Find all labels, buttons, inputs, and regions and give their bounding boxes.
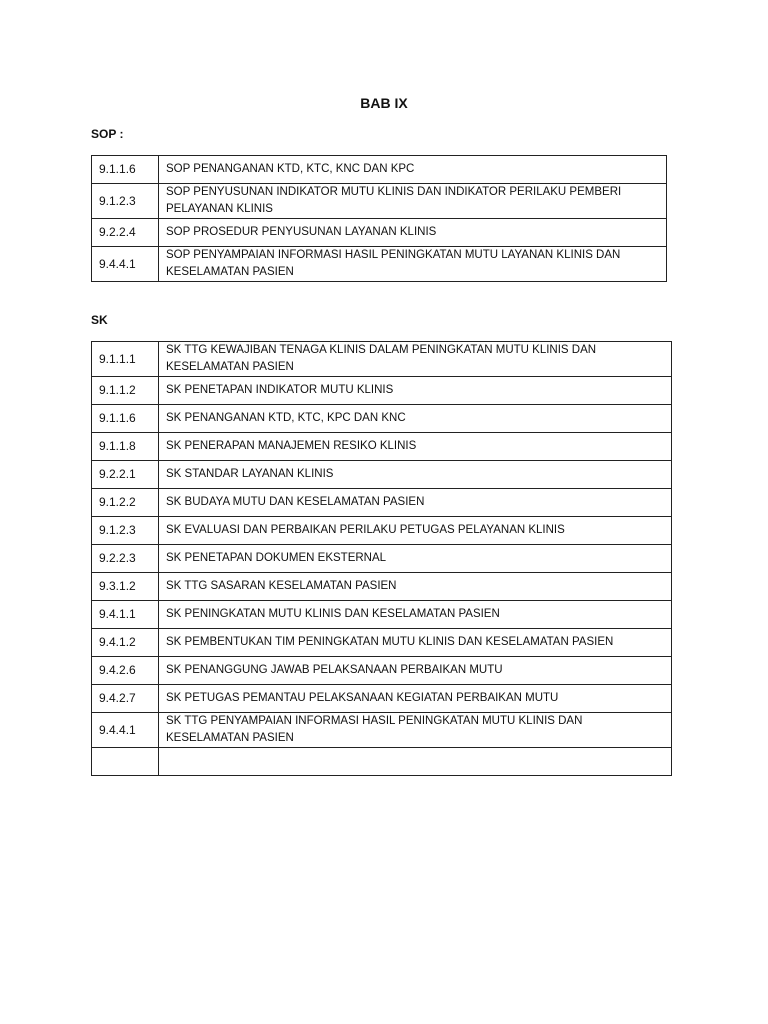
row-code: 9.1.1.6 [92, 405, 159, 433]
table-row [92, 184, 667, 219]
row-text: SK TTG SASARAN KESELAMATAN PASIEN [159, 573, 672, 601]
sk-table [91, 341, 672, 776]
row-text: SK PENETAPAN INDIKATOR MUTU KLINIS [159, 377, 672, 405]
row-code: 9.2.2.1 [92, 461, 159, 489]
table-row [92, 405, 672, 433]
row-text: SK PENANGANAN KTD, KTC, KPC DAN KNC [159, 405, 672, 433]
row-text: SK PENERAPAN MANAJEMEN RESIKO KLINIS [159, 433, 672, 461]
table-row [92, 629, 672, 657]
row-code [92, 748, 159, 776]
row-code: 9.1.2.2 [92, 489, 159, 517]
row-text: SK STANDAR LAYANAN KLINIS [159, 461, 672, 489]
page-title: BAB IX [360, 95, 408, 111]
row-code: 9.1.1.2 [92, 377, 159, 405]
table-row [92, 517, 672, 545]
row-text [159, 748, 672, 776]
row-code: 9.2.2.3 [92, 545, 159, 573]
sop-section-label: SOP : [91, 127, 124, 141]
table-row [92, 685, 672, 713]
row-text: SK BUDAYA MUTU DAN KESELAMATAN PASIEN [159, 489, 672, 517]
table-row [92, 601, 672, 629]
row-text: SOP PENYUSUNAN INDIKATOR MUTU KLINIS DAN INDIKATOR PERILAKU PEMBERI PELAYANAN KLINIS [159, 184, 667, 219]
table-row [92, 219, 667, 247]
row-code: 9.4.4.1 [92, 713, 159, 748]
row-text: SK PENINGKATAN MUTU KLINIS DAN KESELAMATAN PASIEN [159, 601, 672, 629]
table-row [92, 657, 672, 685]
sk-section-label: SK [91, 313, 108, 327]
row-code: 9.1.1.8 [92, 433, 159, 461]
row-code: 9.4.2.6 [92, 657, 159, 685]
row-code: 9.4.1.2 [92, 629, 159, 657]
table-row [92, 433, 672, 461]
row-code: 9.4.1.1 [92, 601, 159, 629]
sop-table [91, 155, 667, 282]
table-row [92, 573, 672, 601]
row-code: 9.1.2.3 [92, 184, 159, 219]
row-code: 9.3.1.2 [92, 573, 159, 601]
row-code: 9.1.2.3 [92, 517, 159, 545]
table-row [92, 713, 672, 748]
row-text: SK EVALUASI DAN PERBAIKAN PERILAKU PETUGAS PELAYANAN KLINIS [159, 517, 672, 545]
table-row [92, 461, 672, 489]
table-row [92, 489, 672, 517]
table-row [92, 545, 672, 573]
table-row [92, 156, 667, 184]
row-code: 9.1.1.6 [92, 156, 159, 184]
row-text: SOP PENANGANAN KTD, KTC, KNC DAN KPC [159, 156, 667, 184]
row-text: SK PEMBENTUKAN TIM PENINGKATAN MUTU KLINIS DAN KESELAMATAN PASIEN [159, 629, 672, 657]
row-code: 9.2.2.4 [92, 219, 159, 247]
row-text: SOP PENYAMPAIAN INFORMASI HASIL PENINGKATAN MUTU LAYANAN KLINIS DAN KESELAMATAN PASIEN [159, 247, 667, 282]
row-text: SOP PROSEDUR PENYUSUNAN LAYANAN KLINIS [159, 219, 667, 247]
table-row [92, 377, 672, 405]
row-code: 9.4.2.7 [92, 685, 159, 713]
table-row [92, 247, 667, 282]
row-text: SK TTG PENYAMPAIAN INFORMASI HASIL PENINGKATAN MUTU KLINIS DAN KESELAMATAN PASIEN [159, 713, 672, 748]
table-row [92, 342, 672, 377]
row-code: 9.1.1.1 [92, 342, 159, 377]
row-text: SK TTG KEWAJIBAN TENAGA KLINIS DALAM PENINGKATAN MUTU KLINIS DAN KESELAMATAN PASIEN [159, 342, 672, 377]
row-text: SK PENANGGUNG JAWAB PELAKSANAAN PERBAIKAN MUTU [159, 657, 672, 685]
row-text: SK PENETAPAN DOKUMEN EKSTERNAL [159, 545, 672, 573]
row-text: SK PETUGAS PEMANTAU PELAKSANAAN KEGIATAN PERBAIKAN MUTU [159, 685, 672, 713]
row-code: 9.4.4.1 [92, 247, 159, 282]
table-row-empty [92, 748, 672, 776]
